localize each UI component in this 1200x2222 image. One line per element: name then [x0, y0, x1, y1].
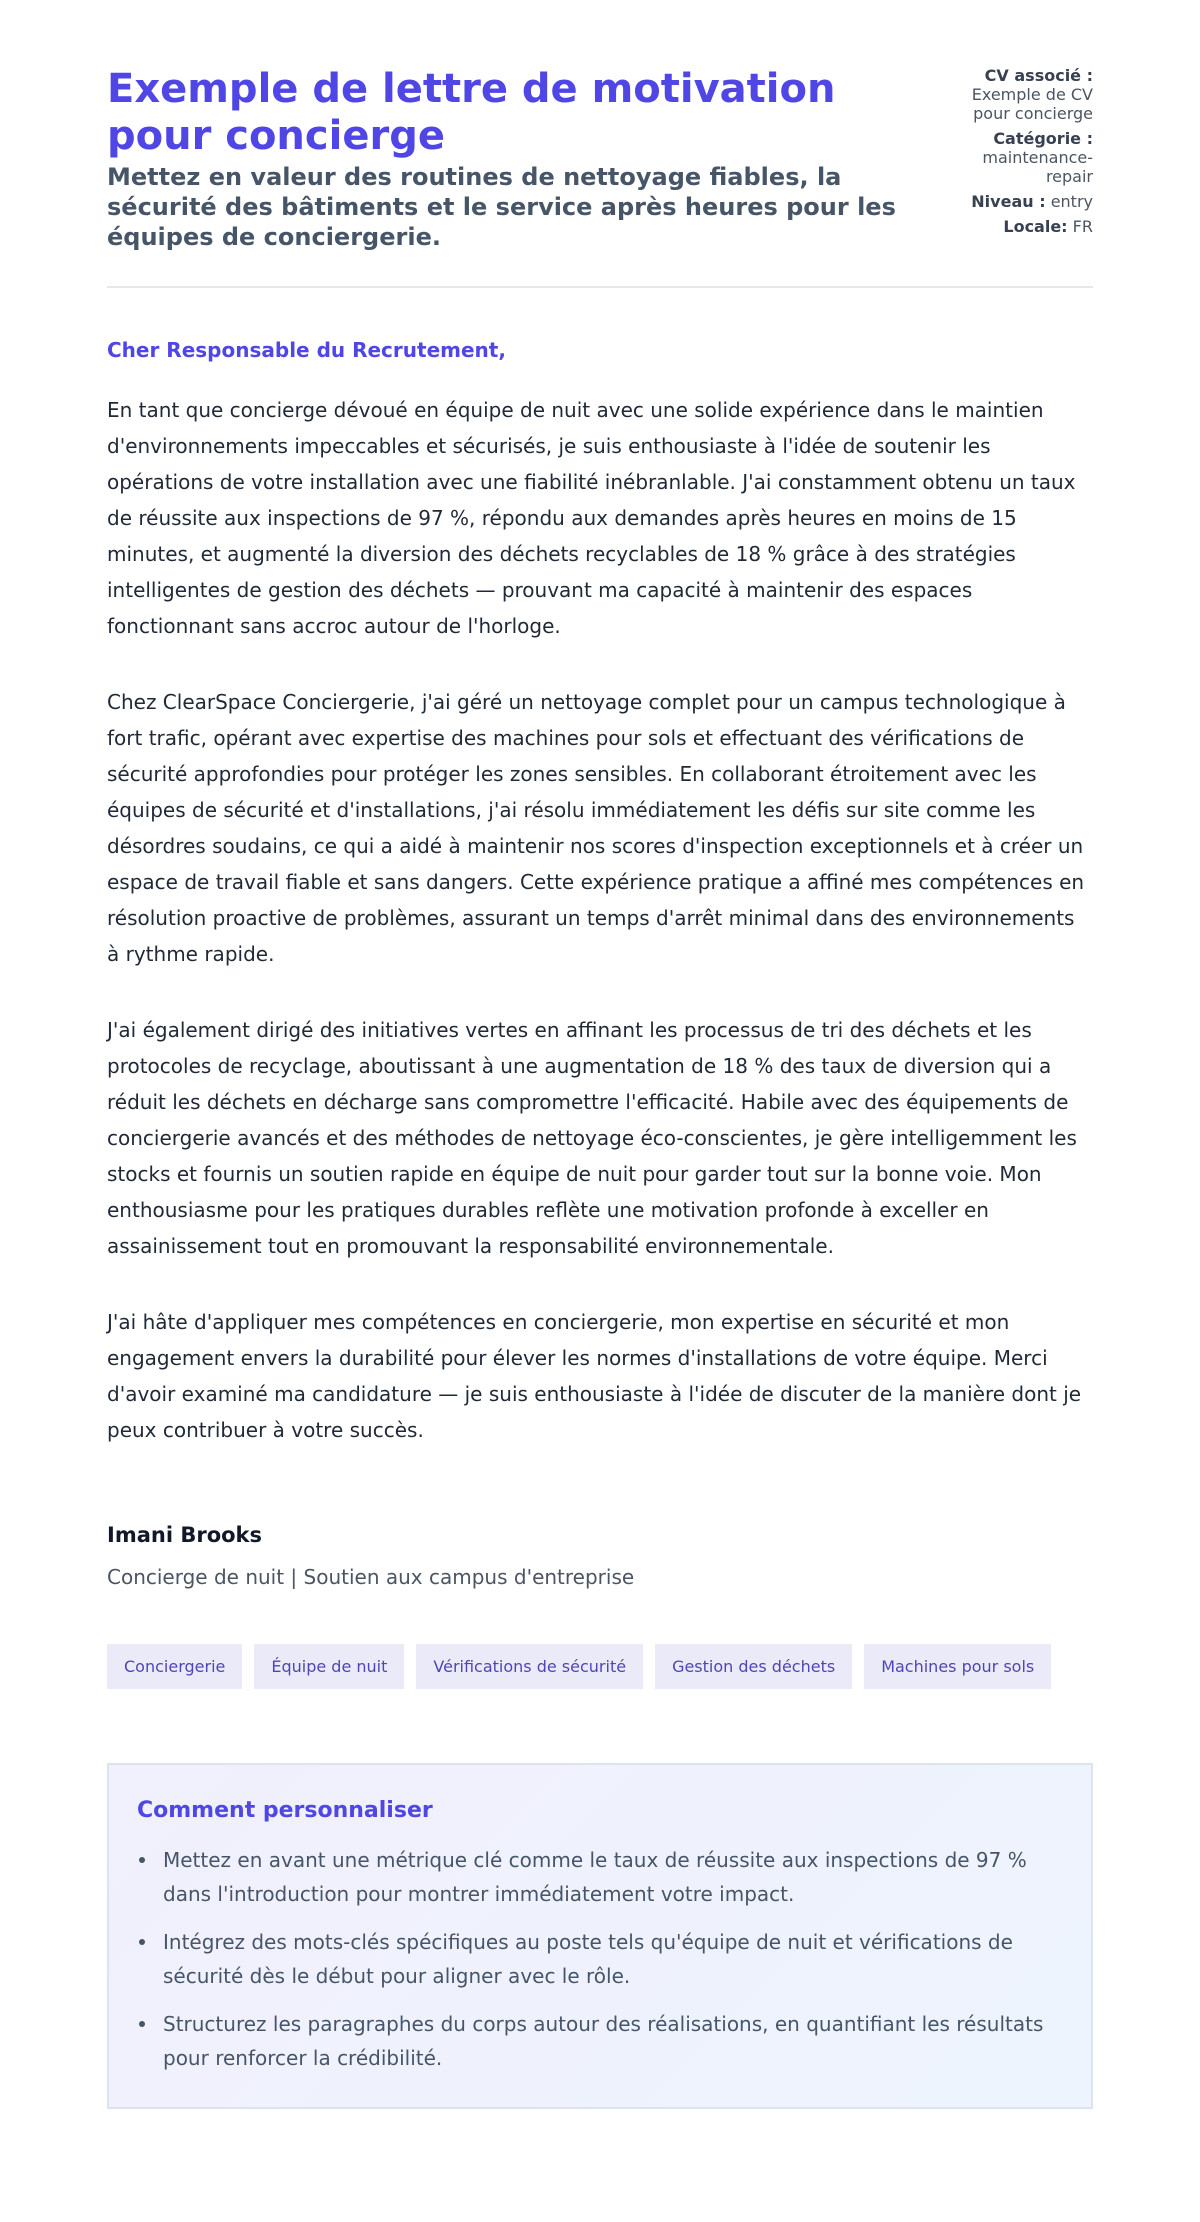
- bullet-icon: [139, 1857, 145, 1863]
- letter-paragraph: Chez ClearSpace Conciergerie, j'ai géré un nettoyage complet pour un campus technologique à fort trafic, opérant avec expertise des machines pour sols et effectuant des vérifications de sécurité approfondies pour protéger les zones sensibles. En collaborant étroitement avec les équipes de sécurité et d'installations, j'ai résolu immédiatement les défis sur site comme les désordres soudains, ce qui a aidé à maintenir nos scores d'inspection exceptionnels et à créer un espace de travail fiable et sans dangers. Cette expérience pratique a affiné mes compétences en résolution proactive de problèmes, assurant un temps d'arrêt minimal dans des environnements à rythme rapide.: [107, 690, 1085, 966]
- page-header: [107, 66, 1093, 288]
- meta-value: Exemple de CV pour concierge: [971, 85, 1093, 123]
- tips-list: [137, 1843, 1061, 2075]
- tips-title: Comment personnaliser: [137, 1798, 433, 1823]
- meta-locale: [943, 217, 1093, 236]
- tip-text: Structurez les paragraphes du corps autour des réalisations, en quantifiant les résultats pour renforcer la crédibilité.: [163, 2012, 1044, 2070]
- tag-conciergerie: Conciergerie: [107, 1644, 242, 1689]
- meta-related-cv: [943, 66, 1093, 123]
- header-titles: [107, 66, 907, 252]
- signature-role: Concierge de nuit | Soutien aux campus d'entreprise: [107, 1565, 635, 1589]
- meta-label: CV associé :: [984, 66, 1093, 85]
- bullet-icon: [139, 2021, 145, 2027]
- meta-level: [943, 192, 1093, 211]
- tip-item: [163, 1925, 1061, 1993]
- tip-item: [163, 1843, 1061, 1911]
- bullet-icon: [139, 1939, 145, 1945]
- tip-item: [163, 2007, 1061, 2075]
- letter-paragraph: En tant que concierge dévoué en équipe de nuit avec une solide expérience dans le maintien d'environnements impeccables et sécurisés, je suis enthousiaste à l'idée de soutenir les opérations de votre installation avec une fiabilité inébranlable. J'ai constamment obtenu un taux de réussite aux inspections de 97 %, répondu aux demandes après heures en moins de 15 minutes, et augmenté la diversion des déchets recyclables de 18 % grâce à des stratégies intelligentes de gestion des déchets — prouvant ma capacité à maintenir des espaces fonctionnant sans accroc autour de l'horloge.: [107, 398, 1076, 638]
- tip-text: Intégrez des mots-clés spécifiques au poste tels qu'équipe de nuit et vérifications de sécurité dès le début pour aligner avec le rôle.: [163, 1930, 1013, 1988]
- tag-gestion-dechets: Gestion des déchets: [655, 1644, 852, 1689]
- page-subtitle: Mettez en valeur des routines de nettoyage fiables, la sécurité des bâtiments et le service après heures pour les équipes de conciergerie.: [107, 163, 896, 251]
- meta-label: Catégorie :: [993, 129, 1093, 148]
- letter-paragraph: J'ai également dirigé des initiatives vertes en affinant les processus de tri des déchets et les protocoles de recyclage, aboutissant à une augmentation de 18 % des taux de diversion qui a réduit les déchets en décharge sans compromettre l'efficacité. Habile avec des équipements de conciergerie avancés et des méthodes de nettoyage éco-conscientes, je gère intelligemment les stocks et fournis un soutien rapide en équipe de nuit pour garder tout sur la bonne voie. Mon enthousiasme pour les pratiques durables reflète une motivation profonde à exceller en assainissement tout en promouvant la responsabilité environnementale.: [107, 1018, 1077, 1258]
- tag-verifications-securite: Vérifications de sécurité: [416, 1644, 643, 1689]
- letter-paragraph: J'ai hâte d'appliquer mes compétences en conciergerie, mon expertise en sécurité et mon engagement envers la durabilité pour élever les normes d'installations de votre équipe. Merci d'avoir examiné ma candidature — je suis enthousiaste à l'idée de discuter de la manière dont je peux contribuer à votre succès.: [107, 1310, 1082, 1442]
- meta-category: [943, 129, 1093, 186]
- tag-equipe-de-nuit: Équipe de nuit: [254, 1644, 404, 1689]
- signature-name: Imani Brooks: [107, 1523, 263, 1547]
- signature: [107, 1522, 1093, 1590]
- page-title: Exemple de lettre de motivation pour concierge: [107, 66, 836, 159]
- meta-label: Niveau :: [971, 192, 1046, 211]
- letter-greeting: Cher Responsable du Recrutement,: [107, 338, 506, 362]
- meta-label: Locale:: [1003, 217, 1068, 236]
- tag-machines-sols: Machines pour sols: [864, 1644, 1051, 1689]
- skill-tags: [107, 1644, 1093, 1689]
- page: [107, 0, 1093, 2109]
- meta-value: FR: [1072, 217, 1093, 236]
- meta-value: maintenance-repair: [982, 148, 1093, 186]
- letter-body: [107, 338, 1093, 1448]
- meta-value: entry: [1050, 192, 1093, 211]
- customization-tips: [107, 1763, 1093, 2109]
- meta-panel: [943, 66, 1093, 242]
- tip-text: Mettez en avant une métrique clé comme le taux de réussite aux inspections de 97 % dans l'introduction pour montrer immédiatement votre impact.: [163, 1848, 1027, 1906]
